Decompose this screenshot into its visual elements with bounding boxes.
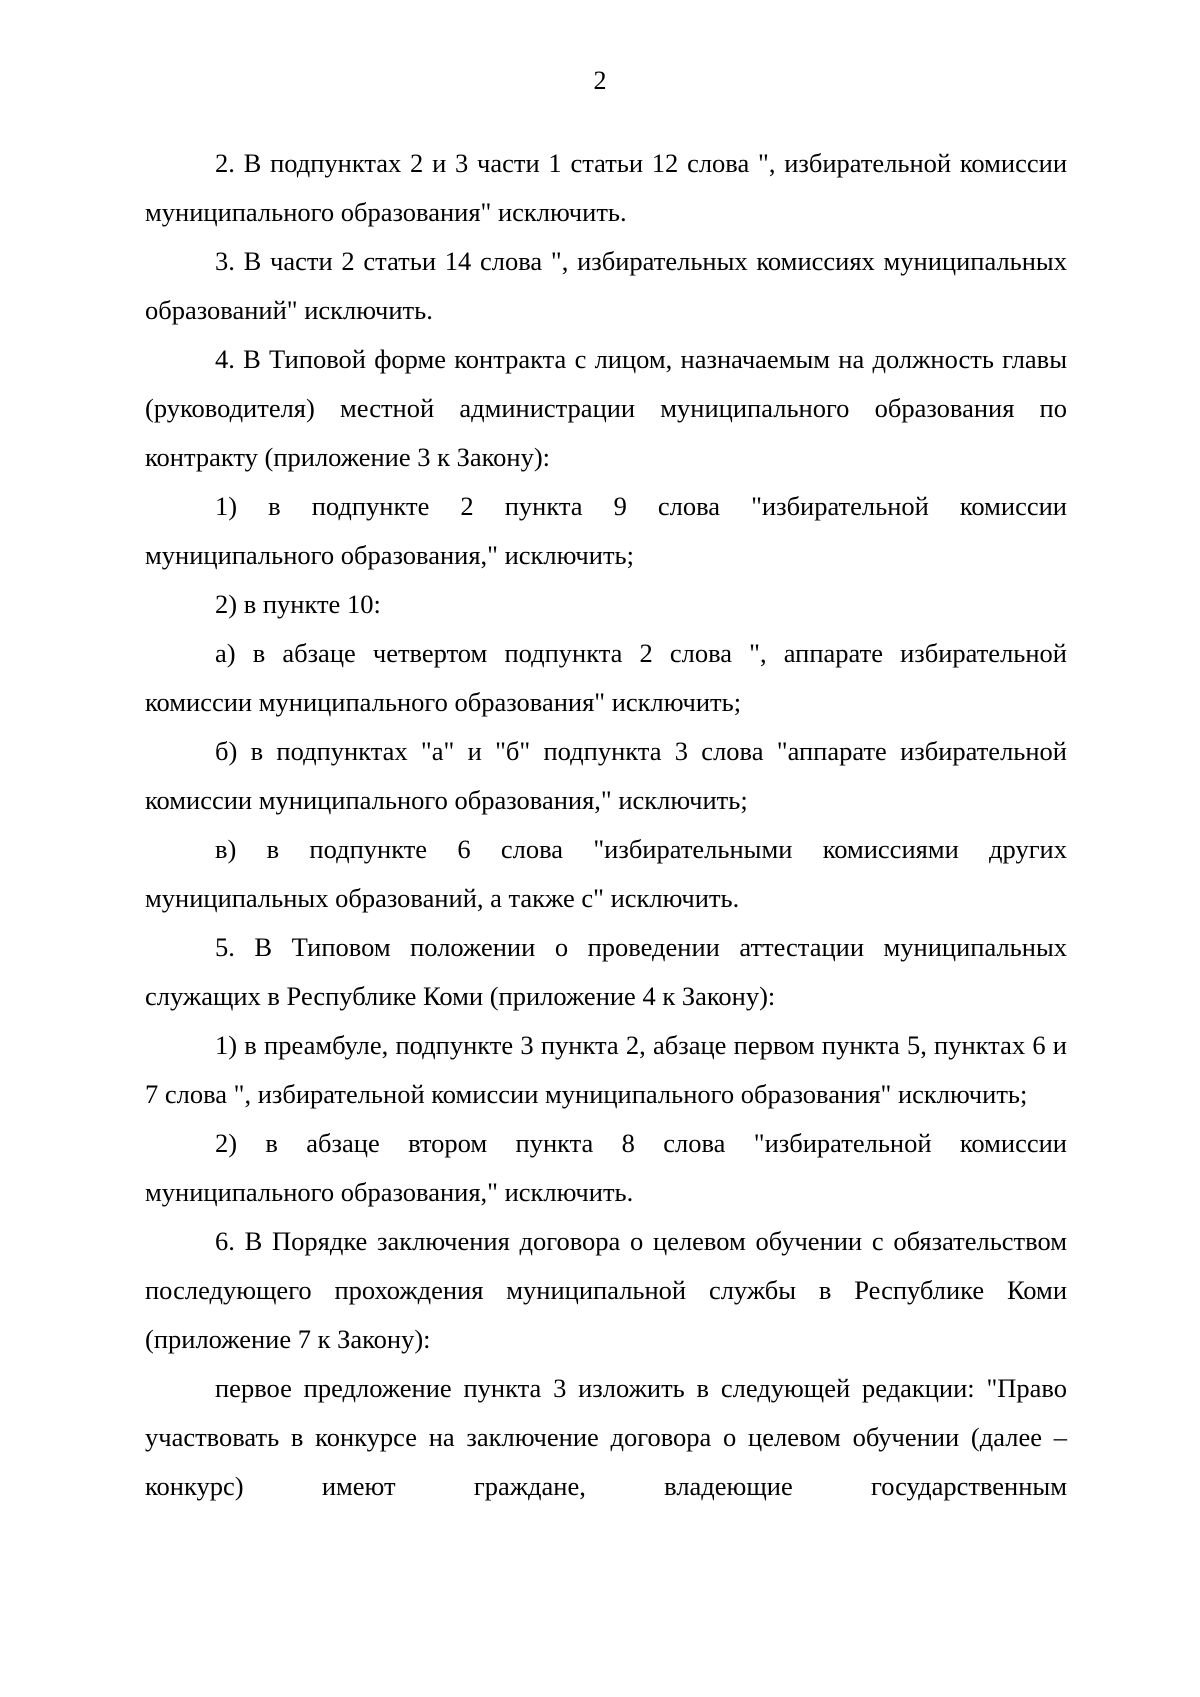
- paragraph-subitem-4-1: 1) в подпункте 2 пункта 9 слова "избирательной комиссии муниципального образования," исключить;: [145, 491, 1067, 570]
- paragraph-item-2: 2. В подпунктах 2 и 3 части 1 статьи 12 слова ", избирательной комиссии муниципального образования" исключить.: [145, 148, 1067, 227]
- paragraph-subitem-4-2: 2) в пункте 10:: [215, 589, 381, 619]
- paragraph-subitem-4-2-v: в) в подпункте 6 слова "избирательными комиссиями других муниципальных образований, а также с" исключить.: [145, 834, 1067, 913]
- paragraph-subitem-4-2-b: б) в подпунктах "а" и "б" подпункта 3 слова "аппарате избирательной комиссии муниципального образования," исключить;: [145, 736, 1067, 815]
- paragraph-item-4: 4. В Типовой форме контракта с лицом, назначаемым на должность главы (руководителя) местной администрации муниципального образования по контракту (приложение 3 к Закону):: [145, 344, 1067, 472]
- paragraph-subitem-5-2: 2) в абзаце втором пункта 8 слова "избирательной комиссии муниципального образования," исключить.: [145, 1128, 1067, 1207]
- paragraph-item-5: 5. В Типовом положении о проведении аттестации муниципальных служащих в Республике Коми (приложение 4 к Закону):: [145, 932, 1067, 1011]
- document-body: [145, 139, 1067, 1511]
- paragraph-subitem-5-1: 1) в преамбуле, подпункте 3 пункта 2, абзаце первом пункта 5, пунктах 6 и 7 слова ", избирательной комиссии муниципального образования" исключить;: [145, 1030, 1067, 1109]
- paragraph-item-3: 3. В части 2 статьи 14 слова ", избирательных комиссиях муниципальных образований" исключить.: [145, 246, 1067, 325]
- paragraph-item-6-text: первое предложение пункта 3 изложить в следующей редакции: "Право участвовать в конкурсе на заключение договора о целевом обучении (далее – конкурс) имеют граждане, владеющие государственным: [145, 1373, 1067, 1501]
- paragraph-item-6: 6. В Порядке заключения договора о целевом обучении с обязательством последующего прохождения муниципальной службы в Республике Коми (приложение 7 к Закону):: [145, 1226, 1067, 1354]
- paragraph-subitem-4-2-a: а) в абзаце четвертом подпункта 2 слова ", аппарате избирательной комиссии муниципального образования" исключить;: [145, 638, 1067, 717]
- page-number: 2: [593, 66, 607, 95]
